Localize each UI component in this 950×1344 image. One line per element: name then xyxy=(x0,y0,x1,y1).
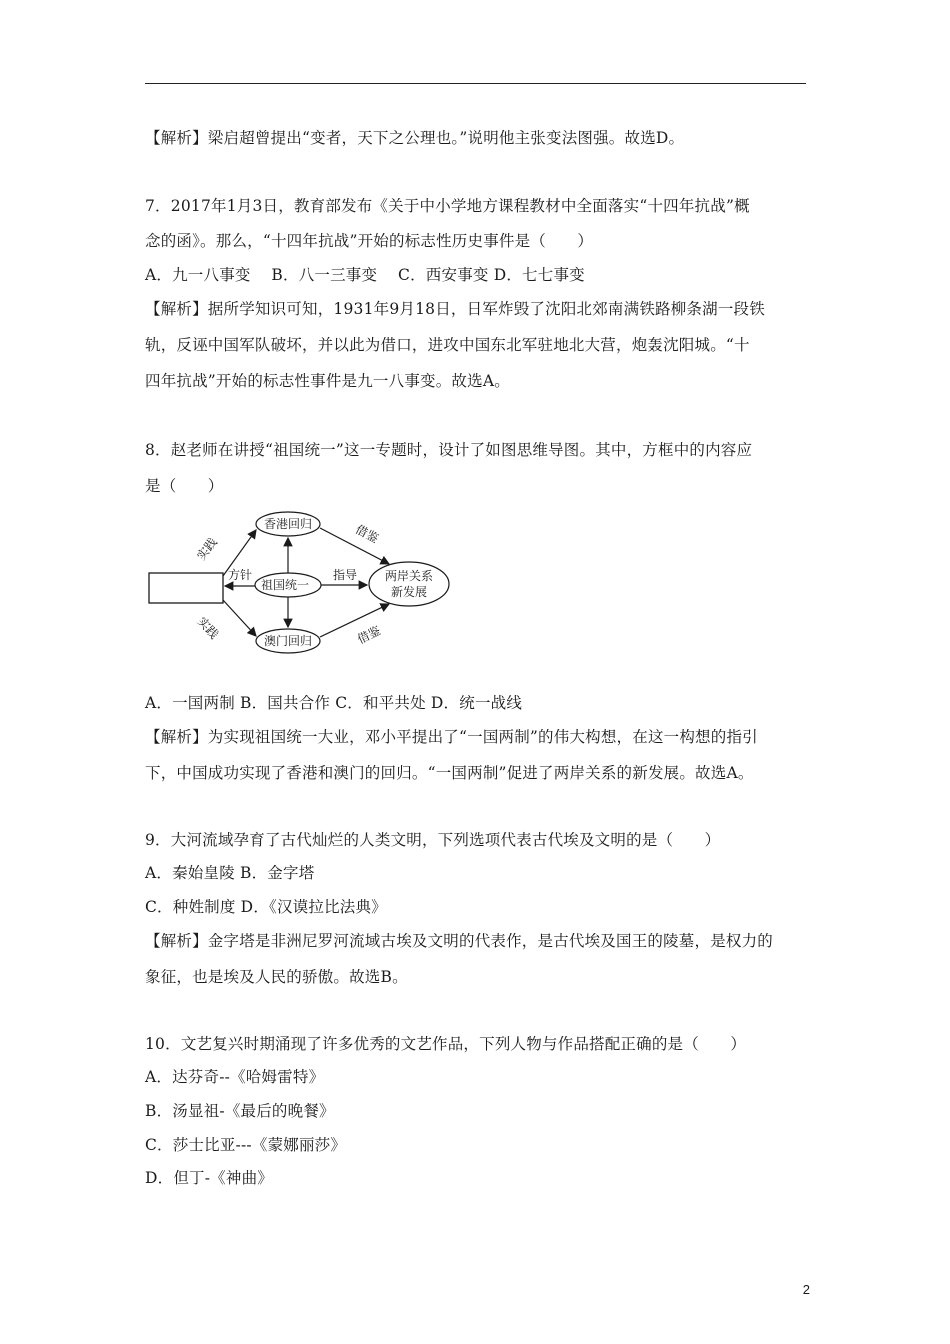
q7-options: A．九一八事变 B．八一三事变 C．西安事变 D．七七事变 xyxy=(145,266,585,284)
edge-label-policy: 方针 xyxy=(227,568,253,582)
q10-option-d: D．但丁-《神曲》 xyxy=(145,1169,273,1187)
node-macau-label: 澳门回归 xyxy=(263,634,313,648)
q10-option-b: B．汤显祖-《最后的晚餐》 xyxy=(145,1102,335,1120)
q9-analysis-line1: 【解析】金字塔是非洲尼罗河流域古埃及文明的代表作，是古代埃及国王的陵墓，是权力的 xyxy=(145,932,774,950)
q9-analysis-line2: 象征，也是埃及人民的骄傲。故选B。 xyxy=(145,968,408,986)
q8-analysis-line2: 下，中国成功实现了香港和澳门的回归。“一国两制”促进了两岸关系的新发展。故选A。 xyxy=(145,764,754,782)
q8-analysis-line1: 【解析】为实现祖国统一大业，邓小平提出了“一国两制”的伟大构想，在这一构想的指引 xyxy=(145,728,758,746)
q9-stem: 9．大河流域孕育了古代灿烂的人类文明，下列选项代表古代埃及文明的是（ ） xyxy=(145,831,721,849)
node-cross-strait-label-1: 两岸关系 xyxy=(384,569,434,583)
edge-label-guide: 指导 xyxy=(332,568,358,582)
q9-options-line2: C．种姓制度 D．《汉谟拉比法典》 xyxy=(145,898,387,916)
node-hong-kong-label: 香港回归 xyxy=(263,517,313,531)
node-center-label: 祖国统一 xyxy=(260,578,310,592)
edge-label-practice-bottom: 实践 xyxy=(194,614,222,642)
q10-option-a: A．达芬奇--《哈姆雷特》 xyxy=(145,1068,325,1086)
q6-analysis: 【解析】梁启超曾提出“变者，天下之公理也。”说明他主张变法图强。故选D。 xyxy=(145,129,685,147)
edge-label-reference-top: 借鉴 xyxy=(353,522,381,546)
q8-options: A．一国两制 B．国共合作 C．和平共处 D．统一战线 xyxy=(145,694,523,712)
mind-map-diagram xyxy=(145,508,475,660)
q7-analysis-line1: 【解析】据所学知识可知，1931年9月18日，日军炸毁了沈阳北郊南满铁路柳条湖一段铁 xyxy=(145,300,765,318)
edge-label-practice-top: 实践 xyxy=(194,535,220,563)
q7-analysis-line3: 四年抗战”开始的标志性事件是九一八事变。故选A。 xyxy=(145,372,510,390)
edge-label-reference-bottom: 借鉴 xyxy=(355,623,383,647)
blank-answer-box xyxy=(149,573,223,603)
q8-stem-line1: 8．赵老师在讲授“祖国统一”这一专题时，设计了如图思维导图。其中，方框中的内容应 xyxy=(145,441,753,459)
node-cross-strait-label-2: 新发展 xyxy=(390,585,428,599)
page-number: 2 xyxy=(802,1282,810,1297)
q7-stem-line2: 念的函》。那么，“十四年抗战”开始的标志性历史事件是（ ） xyxy=(145,232,594,250)
q10-stem: 10．文艺复兴时期涌现了许多优秀的文艺作品，下列人物与作品搭配正确的是（ ） xyxy=(145,1035,747,1053)
header-rule xyxy=(145,83,806,84)
q10-option-c: C．莎士比亚---《蒙娜丽莎》 xyxy=(145,1136,347,1154)
q7-analysis-line2: 轨，反诬中国军队破坏，并以此为借口，进攻中国东北军驻地北大营，炮轰沈阳城。“十 xyxy=(145,336,750,354)
q8-stem-line2: 是（ ） xyxy=(145,477,224,495)
q7-stem-line1: 7．2017年1月3日，教育部发布《关于中小学地方课程教材中全面落实“十四年抗战”概 xyxy=(145,197,750,215)
q9-options-line1: A．秦始皇陵 B．金字塔 xyxy=(145,864,315,882)
